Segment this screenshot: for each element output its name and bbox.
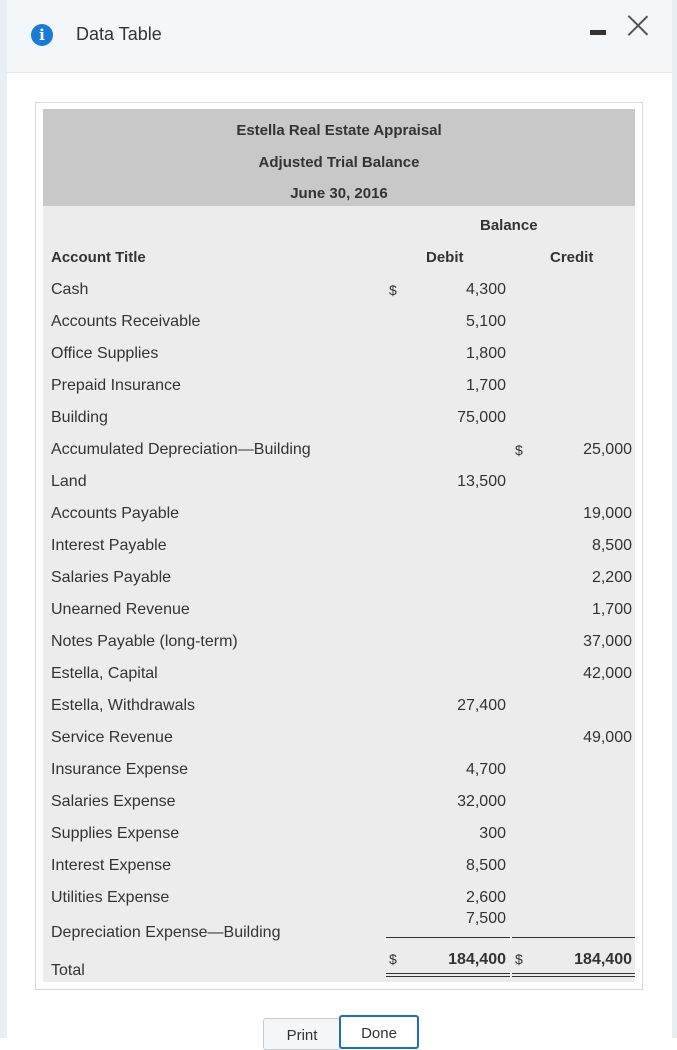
account-title: Insurance Expense [51, 761, 188, 778]
minimize-button[interactable] [590, 30, 606, 35]
credit-value: 25,000 [583, 441, 632, 458]
debit-value: 27,400 [457, 697, 506, 714]
credit-value: 2,200 [591, 569, 632, 586]
statement-date: June 30, 2016 [290, 185, 388, 202]
account-title: Cash [51, 281, 89, 298]
account-title: Interest Payable [51, 537, 167, 554]
account-title: Utilities Expense [51, 889, 170, 906]
total-credit: 184,400 [574, 951, 632, 968]
credit-double-underline-1 [512, 973, 635, 974]
dialog-title: Data Table [76, 24, 162, 44]
statement-title: Adjusted Trial Balance [258, 154, 420, 171]
total-credit-dollar: $ [515, 951, 523, 967]
close-icon[interactable] [627, 14, 649, 36]
credit-value: 8,500 [591, 537, 632, 554]
debit-value: 1,800 [465, 345, 506, 362]
account-title: Office Supplies [51, 345, 159, 362]
account-title: Land [51, 473, 87, 490]
total-debit: 184,400 [448, 951, 506, 968]
account-title: Service Revenue [51, 729, 173, 746]
account-title: Accumulated Depreciation—Building [51, 441, 311, 458]
done-button[interactable]: Done [339, 1015, 419, 1049]
debit-underline [386, 937, 510, 938]
dialog-titlebar [7, 0, 672, 73]
debit-value: 32,000 [457, 793, 506, 810]
print-button[interactable]: Print [263, 1018, 341, 1050]
total-debit-dollar: $ [389, 951, 397, 967]
col-header-debit: Debit [426, 249, 464, 266]
debit-value: 2,600 [465, 889, 506, 906]
account-title: Notes Payable (long-term) [51, 633, 238, 650]
total-label: Total [51, 962, 85, 979]
account-title: Depreciation Expense—Building [51, 924, 281, 941]
account-title: Supplies Expense [51, 825, 180, 842]
debit-value: 7,500 [465, 910, 506, 927]
debit-value: 4,700 [465, 761, 506, 778]
account-title: Prepaid Insurance [51, 377, 181, 394]
account-title: Accounts Payable [51, 505, 180, 522]
credit-value: 19,000 [583, 505, 632, 522]
debit-value: 75,000 [457, 409, 506, 426]
data-table-dialog [7, 0, 672, 1044]
credit-value: 49,000 [583, 729, 632, 746]
col-header-credit: Credit [550, 249, 594, 266]
debit-value: 300 [479, 825, 506, 842]
debit-dollar: $ [389, 282, 397, 298]
credit-value: 42,000 [583, 665, 632, 682]
debit-value: 13,500 [457, 473, 506, 490]
credit-value: 37,000 [583, 633, 632, 650]
debit-value: 8,500 [465, 857, 506, 874]
account-title: Salaries Payable [51, 569, 172, 586]
credit-dollar: $ [515, 442, 523, 458]
credit-underline [512, 937, 635, 938]
credit-value: 1,700 [591, 601, 632, 618]
statement-header [43, 109, 635, 206]
debit-value: 4,300 [465, 281, 506, 298]
account-title: Estella, Capital [51, 665, 158, 682]
account-title: Estella, Withdrawals [51, 697, 196, 714]
debit-value: 1,700 [465, 377, 506, 394]
account-title: Unearned Revenue [51, 601, 190, 618]
account-title: Salaries Expense [51, 793, 176, 810]
credit-double-underline-2 [512, 976, 635, 977]
account-title: Building [51, 409, 108, 426]
table-panel [35, 102, 643, 990]
balance-header: Balance [480, 217, 538, 234]
account-title: Accounts Receivable [51, 313, 201, 330]
trial-balance-table [43, 109, 635, 982]
info-icon: i [31, 24, 53, 46]
account-title: Interest Expense [51, 857, 172, 874]
debit-value: 5,100 [465, 313, 506, 330]
debit-double-underline-1 [386, 973, 510, 974]
debit-double-underline-2 [386, 976, 510, 977]
company-name: Estella Real Estate Appraisal [236, 122, 442, 139]
col-header-account: Account Title [51, 249, 146, 266]
